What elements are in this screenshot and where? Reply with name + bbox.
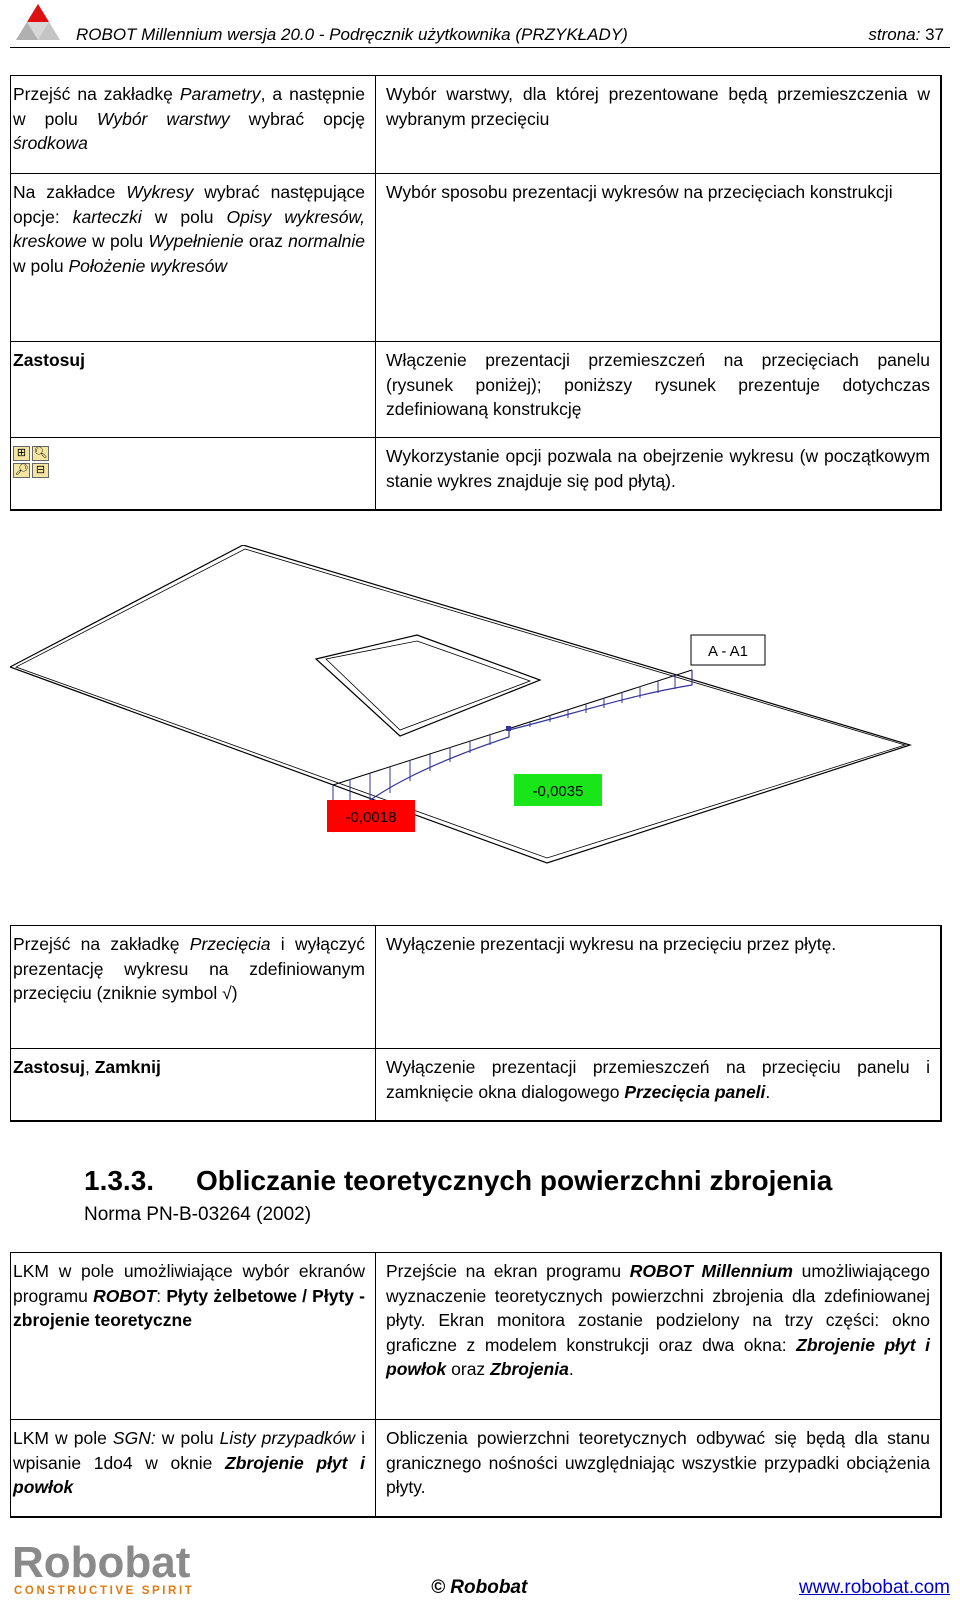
description-cell: Przejście na ekran programu ROBOT Millennium umożliwiającego wyznaczenie teoretycznych powierzchni zbrojenia dla zdefiniowanej płyty. Ekran monitora zostanie podzielony na trzy części: okno graficzne z modelem konstrukcji oraz dwa okna: Zbrojenie płyt i powłok oraz Zbrojenia. — [376, 1253, 942, 1420]
description-cell: Obliczenia powierzchni teoretycznych odbywać się będą dla stanu granicznego nośności uwzględniając wszystkie przypadki obciążenia płyty. — [376, 1420, 942, 1517]
instruction-cell: Przejść na zakładkę Parametry, a następnie w polu Wybór warstwy wybrać opcję środkowa — [11, 76, 376, 174]
instruction-cell: LKM w pole SGN: w polu Listy przypadków i wpisanie 1do4 w oknie Zbrojenie płyt i powłok — [11, 1420, 376, 1517]
description-cell: Wybór warstwy, dla której prezentowane będą przemieszczenia w wybranym przecięciu — [376, 76, 942, 174]
section-heading: 1.3.3. Obliczanie teoretycznych powierzchni zbrojenia — [84, 1165, 833, 1196]
website-link[interactable]: www.robobat.com — [798, 1577, 950, 1598]
table-row — [11, 1253, 942, 1420]
steps-table-reinforcement — [10, 1252, 942, 1518]
table-row — [11, 1420, 942, 1517]
apply-instruction: Zastosuj — [11, 342, 376, 438]
zoom-search-icon[interactable]: 🔍︎ — [33, 447, 48, 459]
value-label-red: -0,0018 — [345, 809, 397, 826]
instruction-cell: Na zakładce Wykresy wybrać następujące opcje: karteczki w polu Opisy wykresów, kreskowe w polu Wypełnienie oraz normalnie w polu Położenie wykresów — [11, 174, 376, 342]
copyright-text: © Robobat — [431, 1577, 528, 1598]
robobat-logo — [12, 1537, 242, 1597]
slab-outline — [10, 545, 910, 863]
description-cell: Wykorzystanie opcji pozwala na obejrzenie wykresu (w początkowym stanie wykres znajduje się pod płytą). — [376, 438, 942, 510]
zoom-layer-icon[interactable]: ⊞ — [13, 446, 30, 461]
table-row — [11, 926, 942, 1049]
page-header — [10, 0, 950, 48]
table-row — [11, 174, 942, 342]
steps-table-display — [10, 75, 942, 511]
instruction-cell: LKM w pole umożliwiające wybór ekranów programu ROBOT: Płyty żelbetowe / Płyty - zbrojenie teoretyczne — [11, 1253, 376, 1420]
section-subtitle: Norma PN-B-03264 (2002) — [84, 1204, 312, 1225]
description-cell: Wyłączenie prezentacji przemieszczeń na przecięciu panelu i zamknięcie okna dialogowego Przecięcia paneli. — [376, 1049, 942, 1121]
table-row — [11, 342, 942, 438]
slab-opening — [316, 635, 540, 736]
zoom-window-icon[interactable]: ⊟ — [32, 463, 49, 478]
table-row — [11, 1049, 942, 1121]
document-title: ROBOT Millennium wersja 20.0 - Podręcznik użytkownika (PRZYKŁADY) — [76, 25, 628, 44]
zoom-toolbar — [13, 446, 365, 479]
section-marker — [506, 726, 511, 731]
table-row — [11, 76, 942, 174]
section-label: A - A1 — [707, 643, 749, 660]
description-cell: Włączenie prezentacji przemieszczeń na przecięciach panelu (rysunek poniżej); poniższy rysunek prezentuje dotychczas zdefiniowaną konstrukcję — [376, 342, 942, 438]
zoom-magnify-icon[interactable]: 🔎︎ — [14, 464, 29, 476]
instruction-cell: Zastosuj, Zamknij — [11, 1049, 376, 1121]
instruction-cell: Przejść na zakładkę Przecięcia i wyłączyć prezentację wykresu na zdefiniowanym przecięciu (zniknie symbol √) — [11, 926, 376, 1049]
page-number: strona: 37 — [868, 25, 944, 44]
svg-text:Robobat: Robobat — [12, 1538, 191, 1587]
displacement-diagram — [10, 545, 942, 900]
value-label-green: -0,0035 — [532, 783, 584, 800]
table-row — [11, 438, 942, 510]
svg-text:CONSTRUCTIVE SPIRIT: CONSTRUCTIVE SPIRIT — [14, 1585, 195, 1597]
steps-table-sections — [10, 925, 942, 1122]
slab-opening-inner — [326, 641, 530, 730]
robot-logo-icon — [12, 2, 64, 44]
description-cell: Wyłączenie prezentacji wykresu na przecięciu przez płytę. — [376, 926, 942, 1049]
description-cell: Wybór sposobu prezentacji wykresów na przecięciach konstrukcji — [376, 174, 942, 342]
icon-cell — [11, 438, 376, 510]
